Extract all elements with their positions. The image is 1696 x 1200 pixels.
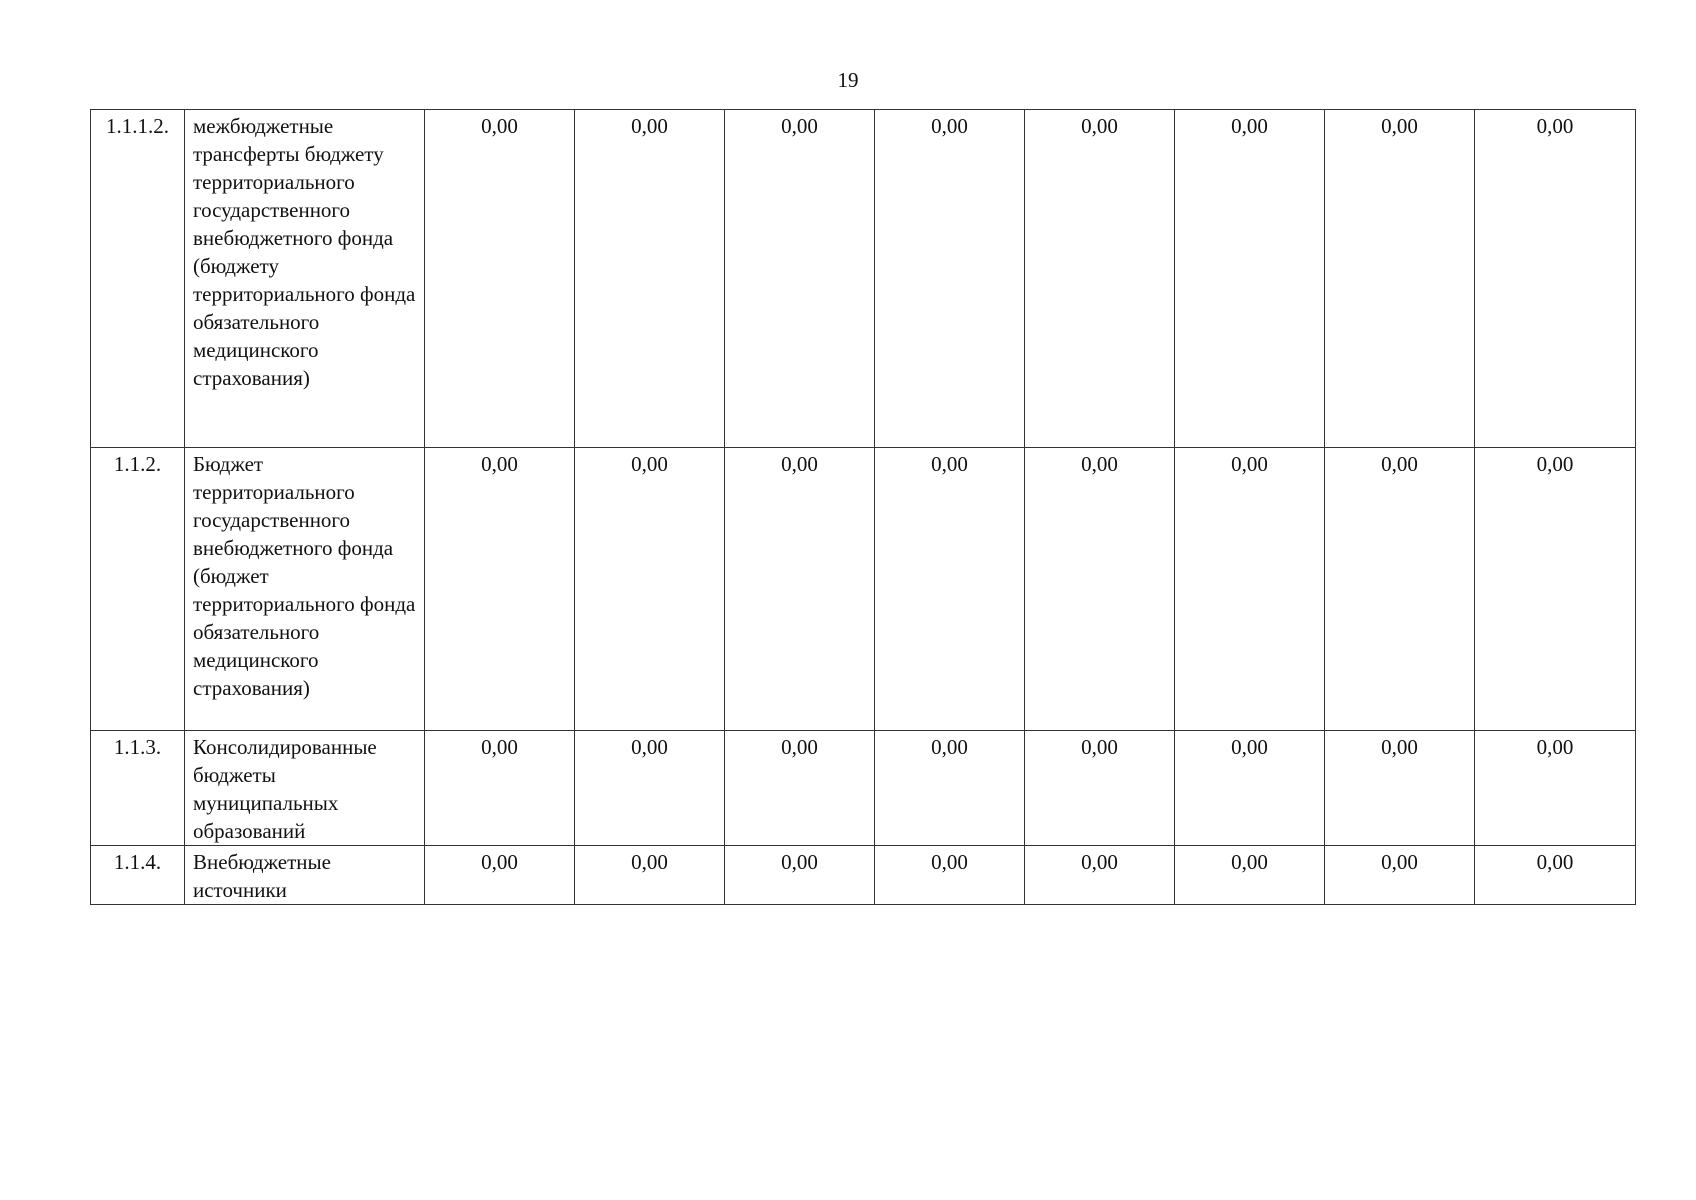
value-cell: 0,00 [425,110,575,448]
table-row [91,448,1636,731]
page-number: 19 [837,68,859,92]
value-cell: 0,00 [875,110,1025,448]
value-cell: 0,00 [425,846,575,905]
value-cell: 0,00 [1325,110,1475,448]
value-cell: 0,00 [1475,731,1636,846]
value-cell: 0,00 [725,731,875,846]
row-name: Бюджет территориального государственного внебюджетного фонда (бюджет территориального фонда обязательного медицинского страхования) [185,448,425,731]
value-cell: 0,00 [1475,110,1636,448]
value-cell: 0,00 [425,448,575,731]
row-name: Внебюджетные источники [185,846,425,905]
value-cell: 0,00 [875,846,1025,905]
value-cell: 0,00 [575,110,725,448]
value-cell: 0,00 [1475,846,1636,905]
value-cell: 0,00 [725,448,875,731]
value-cell: 0,00 [1325,731,1475,846]
value-cell: 0,00 [1025,846,1175,905]
row-code: 1.1.1.2. [91,110,185,448]
row-code: 1.1.4. [91,846,185,905]
value-cell: 0,00 [1175,846,1325,905]
value-cell: 0,00 [1175,731,1325,846]
row-code: 1.1.3. [91,731,185,846]
value-cell: 0,00 [725,846,875,905]
value-cell: 0,00 [1175,110,1325,448]
table-row [91,110,1636,448]
row-code: 1.1.2. [91,448,185,731]
value-cell: 0,00 [575,731,725,846]
value-cell: 0,00 [875,448,1025,731]
value-cell: 0,00 [1175,448,1325,731]
value-cell: 0,00 [1025,448,1175,731]
row-name: межбюджетные трансферты бюджету территориального государственного внебюджетного фонда (бюджету территориального фонда обязательного медицинского страхования) [185,110,425,448]
table-row [91,846,1636,905]
row-name: Консолидированные бюджеты муниципальных образований [185,731,425,846]
table-row [91,731,1636,846]
value-cell: 0,00 [1025,110,1175,448]
value-cell: 0,00 [1025,731,1175,846]
value-cell: 0,00 [725,110,875,448]
budget-table [90,109,1636,905]
value-cell: 0,00 [875,731,1025,846]
value-cell: 0,00 [575,448,725,731]
value-cell: 0,00 [425,731,575,846]
value-cell: 0,00 [1325,846,1475,905]
value-cell: 0,00 [575,846,725,905]
value-cell: 0,00 [1475,448,1636,731]
value-cell: 0,00 [1325,448,1475,731]
